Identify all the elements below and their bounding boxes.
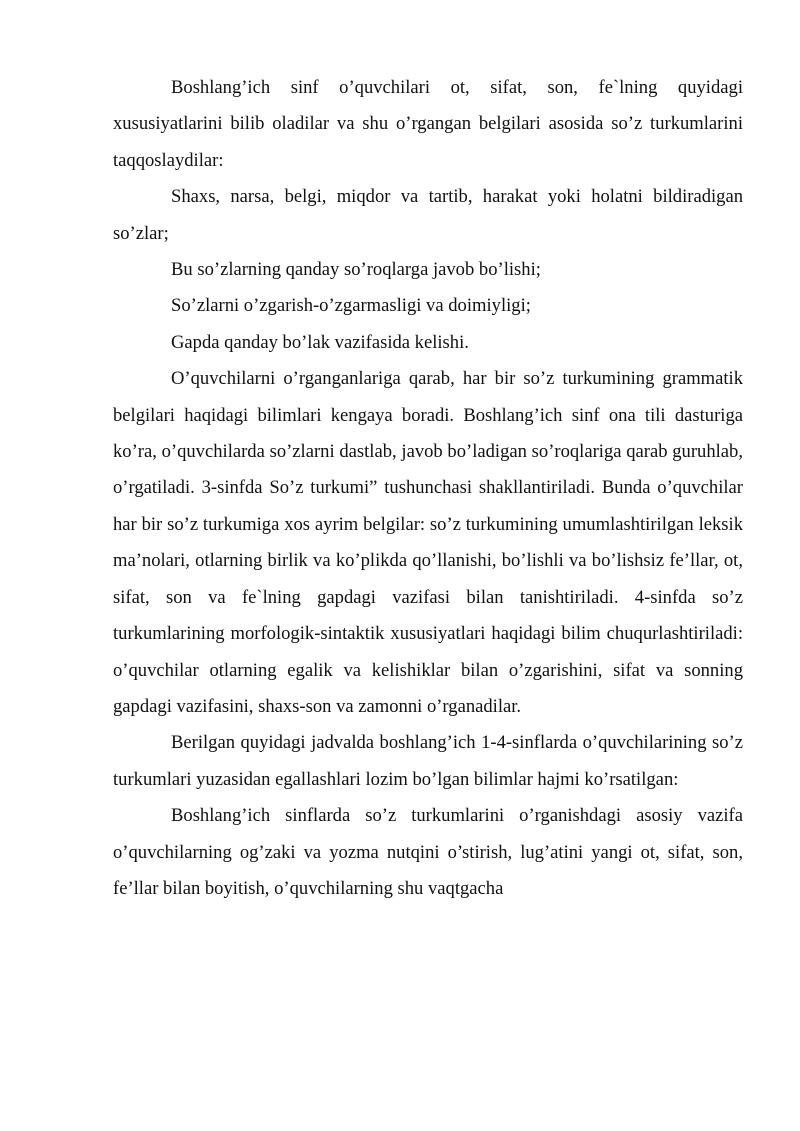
paragraph-intro: Boshlang’ich sinf o’quvchilari ot, sifat, son, fe`lning quyidagi xususiyatlarini bilib oladilar va shu o’rgangan belgilari asosida so’z turkumlarini taqqoslaydilar: [113, 77, 743, 171]
paragraph-table-reference: Berilgan quyidagi jadvalda boshlang’ich 1-4-sinflarda o’quvchilarining so’z turkumlari yuzasidan egallashlari lozim bo’lgan bilimlar hajmi ko’rsatilgan: [113, 732, 743, 790]
paragraph-grammar-knowledge: O’quvchilarni o’rganganlariga qarab, har bir so’z turkumining grammatik belgilari haqidagi bilimlari kengaya boradi. Boshlang’ich sinf ona tili dasturiga ko’ra, o’quvchilarda so’zlarni dastlab, javob bo’ladigan so’roqlariga qarab guruhlab, o’rgatiladi. 3-sinfda So’z turkumi” tushunchasi shakllantiriladi. Bunda o’quvchilar har bir so’z turkumiga xos ayrim belgilar: so’z turkumining umumlashtirilgan leksik ma’nolari, otlarning birlik va ko’plikda qo’llanishi, bo’lishli va bo’lishsiz fe’llar, ot, sifat, son va fe`lning gapdagi vazifasi bilan tanishtiriladi. 4-sinfda so’z turkumlarining morfologik-sintaktik xususiyatlari haqidagi bilim chuqurlashtiriladi: o’quvchilar otlarning egalik va kelishiklar bilan o’zgarishini, sifat va sonning gapdagi vazifasini, shaxs-son va zamonni o’rganadilar. [113, 368, 743, 717]
paragraph-main-task: Boshlang’ich sinflarda so’z turkumlarini o’rganishdagi asosiy vazifa o’quvchilarning og’zaki va yozma nutqini o’stirish, lug’atini yangi ot, sifat, son, fe’llar bilan boyitish, o’quvchilarning shu vaqtgacha [113, 805, 743, 899]
document-body [113, 70, 743, 907]
list-item-inflection: So’zlarni o’zgarish-o’zgarmasligi va doimiyligi; [171, 295, 531, 317]
list-item-meaning: Shaxs, narsa, belgi, miqdor va tartib, harakat yoki holatni bildiradigan so’zlar; [113, 186, 743, 244]
list-item-questions: Bu so’zlarning qanday so’roqlarga javob bo’lishi; [171, 259, 541, 281]
list-item-sentence-role: Gapda qanday bo’lak vazifasida kelishi. [171, 331, 469, 353]
